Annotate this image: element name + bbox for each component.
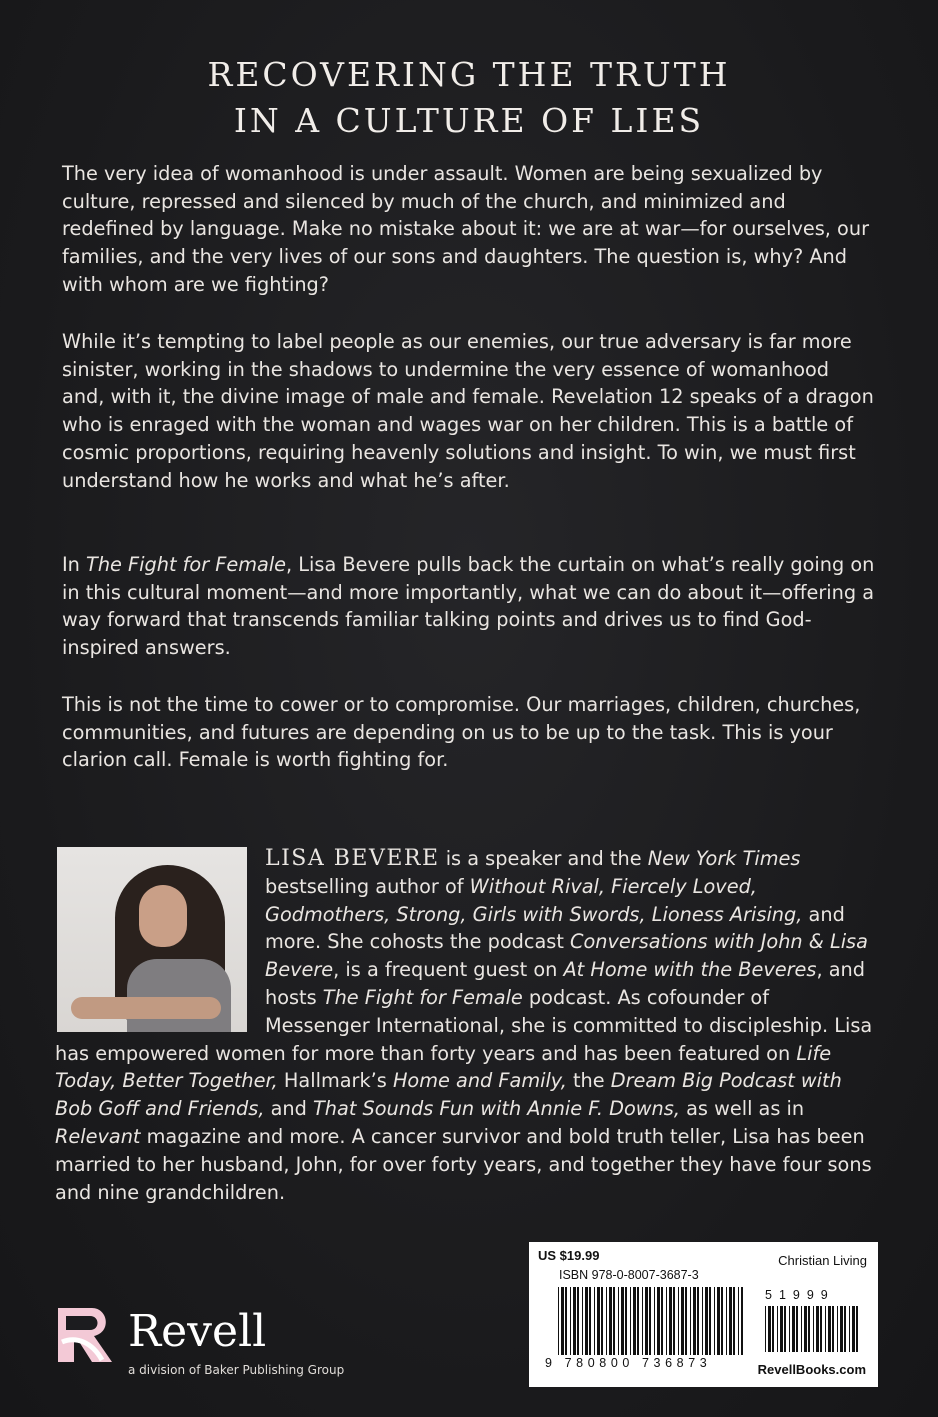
ean-digits: 9 780800 736873 — [545, 1356, 712, 1370]
author-bio — [55, 845, 877, 1206]
bio-text: the — [566, 1069, 611, 1093]
category: Christian Living — [778, 1253, 867, 1268]
bio-title: The Fight for Female — [322, 985, 523, 1009]
bio-text: as well as in — [679, 1097, 805, 1121]
bio-title: Without Rival, Fiercely Loved, Godmothers, Strong, Girls with Swords, Lioness Arising, — [265, 874, 803, 926]
revell-mark-icon — [52, 1302, 118, 1368]
book-title: The Fight for Female — [86, 553, 287, 576]
headline-line-1: RECOVERING THE TRUTH — [207, 55, 731, 94]
blurb-paragraph-3 — [62, 551, 877, 662]
price: US $19.99 — [538, 1248, 600, 1263]
blurb-paragraph-1: The very idea of womanhood is under assault. Women are being sexualized by culture, repressed and silenced by much of the church, and minimized and redefined by language. Make no mistake about it: we are at war—for ourselves, our families, and the very lives of our sons and daughters. The question is, why? And with whom are we fighting? — [62, 162, 870, 296]
bio-text: is a speaker and the — [439, 847, 648, 870]
bio-text: and more. She cohosts the podcast — [265, 902, 845, 954]
bio-title: New York Times — [647, 847, 801, 870]
bio-text: podcast. As cofounder of Messenger International, she is committed to discipleship. Lisa has empowered women for more than forty years and has been featured on — [55, 985, 873, 1065]
blurb-text: , Lisa Bevere pulls back the curtain on what’s really going on in this cultural moment—and more importantly, what we can do about it—offering a way forward that transcends familiar talking points and drives us to find God-inspired answers. — [62, 553, 875, 660]
bio-title: That Sounds Fun with Annie F. Downs, — [313, 1097, 680, 1121]
website: RevellBooks.com — [757, 1362, 866, 1377]
publisher-name: Revell — [128, 1306, 267, 1357]
author-photo — [57, 847, 247, 1032]
bio-text: Hallmark’s — [277, 1069, 393, 1093]
bio-title: Conversations with John & Lisa Bevere — [265, 930, 868, 982]
isbn: ISBN 978-0-8007-3687-3 — [559, 1268, 699, 1282]
bio-text: and — [264, 1097, 313, 1121]
barcode-label — [529, 1242, 878, 1387]
ean-barcode-icon — [558, 1287, 743, 1355]
bio-text: , and hosts — [265, 958, 865, 1009]
bio-title: At Home with the Beveres — [563, 958, 817, 982]
blurb-paragraph-4: This is not the time to cower or to compromise. Our marriages, children, churches, communities, and futures are depending on us to be up to the task. This is your clarion call. Female is worth fighting for. — [62, 693, 861, 772]
blurb-paragraph-2: While it’s tempting to label people as our enemies, our true adversary is far more sinister, working in the shadows to undermine the very essence of womanhood and, with it, the divine image of male and female. Revelation 12 speaks of a dragon who is enraged with the woman and wages war on her children. This is a battle of cosmic proportions, requiring heavenly solutions and insight. To win, we must first understand how he works and what he’s after. — [62, 330, 874, 492]
bio-text: , is a frequent guest on — [333, 958, 564, 982]
bio-text: magazine and more. A cancer survivor and bold truth teller, Lisa has been married to her husband, John, for over forty years, and together they have four sons and nine grandchildren. — [55, 1124, 872, 1204]
publisher-tagline: a division of Baker Publishing Group — [128, 1363, 345, 1377]
blurb-text: In — [62, 553, 87, 576]
bio-title: Life Today, Better Together, — [55, 1041, 832, 1093]
headline — [0, 52, 938, 144]
bio-title: Home and Family, — [392, 1069, 567, 1093]
supplement-digits: 51999 — [765, 1288, 835, 1302]
author-name: LISA BEVERE — [265, 846, 440, 871]
bio-title: Relevant — [55, 1124, 141, 1148]
publisher-logo — [52, 1302, 372, 1382]
bio-title: Dream Big Podcast with Bob Goff and Friends, — [55, 1069, 842, 1121]
bio-text: bestselling author of — [265, 874, 470, 898]
supplement-barcode-icon — [765, 1306, 861, 1352]
headline-line-2: IN A CULTURE OF LIES — [233, 101, 705, 140]
